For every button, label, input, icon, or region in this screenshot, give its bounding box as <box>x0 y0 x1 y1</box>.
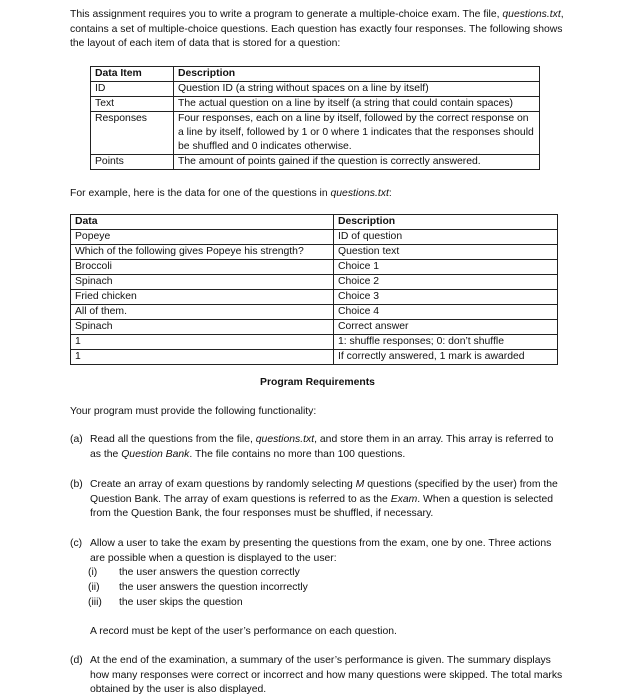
sub-item-number: (i) <box>88 567 98 578</box>
sub-item-number: (ii) <box>88 582 100 593</box>
cell-data: Broccoli <box>71 260 334 275</box>
cell-description: Choice 3 <box>334 290 558 305</box>
example-filename: questions.txt <box>330 188 389 199</box>
cell-item: Points <box>91 155 174 170</box>
table-row <box>71 305 558 320</box>
requirement-b-text <box>90 478 565 522</box>
table-row <box>91 97 540 112</box>
cell-data: 1 <box>71 335 334 350</box>
req-b-text-2: questions (specified by the user) from the Question Bank. The array of exam questions is referred to as the <box>90 479 558 505</box>
table-row <box>71 320 558 335</box>
intro-text-2: , contains a set of multiple-choice questions. Each question has exactly four responses. <box>70 9 564 35</box>
cell-data: Popeye <box>71 230 334 245</box>
cell-data: Spinach <box>71 320 334 335</box>
data-layout-table <box>90 66 540 170</box>
cell-data: Which of the following gives Popeye his strength? <box>71 245 334 260</box>
req-b-exam: Exam <box>390 493 418 505</box>
intro-paragraph <box>70 8 570 52</box>
header-description: Description <box>334 215 558 230</box>
req-a-filename: questions.txt <box>255 434 315 445</box>
cell-description: 1: shuffle responses; 0: don’t shuffle <box>334 335 558 350</box>
cell-description: ID of question <box>334 230 558 245</box>
table-row <box>71 290 558 305</box>
requirements-heading <box>0 376 635 391</box>
cell-item: Text <box>91 97 174 112</box>
requirement-c-label: (c) <box>70 538 83 549</box>
cell-description: Choice 4 <box>334 305 558 320</box>
requirement-c-text: Allow a user to take the exam by presenting the questions from the exam, one by one. Three actions are possible when a question is displayed to the user: <box>90 538 552 564</box>
cell-data: 1 <box>71 350 334 365</box>
cell-description: Choice 2 <box>334 275 558 290</box>
cell-data: All of them. <box>71 305 334 320</box>
sub-item-text: the user answers the question incorrectly <box>119 582 308 593</box>
example-lead-text: For example, here is the data for one of the questions in <box>70 188 331 199</box>
sub-item-text: the user answers the question correctly <box>119 567 300 578</box>
sub-item-number: (iii) <box>88 597 102 608</box>
cell-description: Choice 1 <box>334 260 558 275</box>
header-description: Description <box>174 67 540 82</box>
req-b-m: M <box>355 479 365 490</box>
requirement-d-label: (d) <box>70 655 83 666</box>
requirement-b-label: (b) <box>70 479 83 490</box>
requirement-a-text <box>90 433 565 462</box>
header-data-item: Data Item <box>91 67 174 82</box>
sub-item-text: the user skips the question <box>119 597 243 608</box>
cell-description: Correct answer <box>334 320 558 335</box>
cell-description: Question text <box>334 245 558 260</box>
example-data-table <box>70 214 558 365</box>
cell-item: Responses <box>91 112 174 155</box>
requirement-d-text: At the end of the examination, a summary of the user’s performance is given. The summary displays how many responses were correct or incorrect and how many questions were skipped. The total marks obtained by the user is also displayed. <box>90 655 563 695</box>
table-row <box>71 335 558 350</box>
cell-data: Spinach <box>71 275 334 290</box>
table-row <box>91 82 540 97</box>
intro-text-3: The following shows the layout of each item of data that is stored for a question: <box>70 23 563 49</box>
cell-description: Question ID (a string without spaces on a line by itself) <box>174 82 540 97</box>
intro-text-1: This assignment requires you to write a program to generate a multiple-choice exam. The file, <box>70 9 500 20</box>
requirement-c-record: A record must be kept of the user’s performance on each question. <box>90 626 397 637</box>
cell-description: The amount of points gained if the question is correctly answered. <box>174 155 540 170</box>
req-b-text-1: Create an array of exam questions by randomly selecting <box>90 479 356 490</box>
example-colon: : <box>388 188 392 199</box>
table-header-row <box>71 215 558 230</box>
table-row <box>71 350 558 365</box>
cell-description: If correctly answered, 1 mark is awarded <box>334 350 558 365</box>
requirements-lead: Your program must provide the following functionality: <box>70 406 317 417</box>
example-lead <box>70 187 570 202</box>
req-a-question-bank: Question Bank <box>121 448 190 460</box>
requirements-heading-text: Program Requirements <box>260 377 375 388</box>
req-a-text-3: . The file contains no more than 100 questions. <box>189 448 406 460</box>
cell-description: Four responses, each on a line by itself, followed by the correct response on a line by itself, followed by 1 or 0 where 1 indicates that the responses should be shuffled and 0 indicates otherwise. <box>174 112 540 155</box>
requirement-a-label: (a) <box>70 434 83 445</box>
table-header-row <box>91 67 540 82</box>
table-row <box>91 112 540 155</box>
cell-item: ID <box>91 82 174 97</box>
table-row <box>91 155 540 170</box>
table-row <box>71 245 558 260</box>
req-a-text-1: Read all the questions from the file, <box>90 434 256 445</box>
req-b-text-3: . When a question is selected from the Question Bank, the four responses must be shuffled, if necessary. <box>90 493 554 519</box>
cell-description: The actual question on a line by itself (a string that could contain spaces) <box>174 97 540 112</box>
req-a-text-2: , and store them in an array. This array is referred to as the <box>90 434 554 460</box>
header-data: Data <box>71 215 334 230</box>
cell-data: Fried chicken <box>71 290 334 305</box>
table-row <box>71 230 558 245</box>
table-row <box>71 275 558 290</box>
table-row <box>71 260 558 275</box>
intro-filename: questions.txt <box>502 9 561 20</box>
